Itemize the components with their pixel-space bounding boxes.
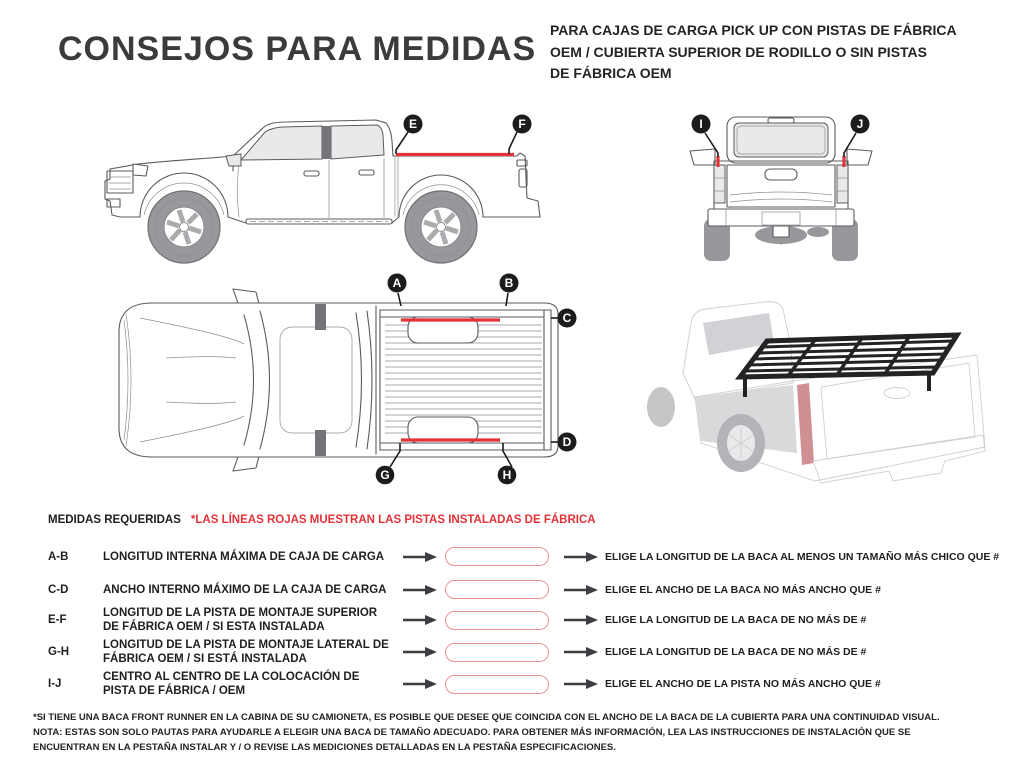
measurement-id: I-J xyxy=(48,678,62,690)
marker-h-label: H xyxy=(502,468,512,482)
truck-body-render xyxy=(647,302,985,483)
measurement-description: LONGITUD INTERNA MÁXIMA DE CAJA DE CARGA xyxy=(103,550,385,563)
subtitle-line: PARA CAJAS DE CARGA PICK UP CON PISTAS DE FÁBRICA xyxy=(550,22,957,38)
truck-rear-view-illustration xyxy=(670,105,900,265)
measurement-row xyxy=(48,576,1008,603)
tailgate xyxy=(821,363,975,459)
footnotes xyxy=(33,710,968,755)
rear-bumper xyxy=(708,209,854,226)
marker-j-label: J xyxy=(856,117,864,131)
measurement-id: G-H xyxy=(48,646,70,658)
footnote: *SI TIENE UNA BACA FRONT RUNNER EN LA CABINA DE SU CAMIONETA, ES POSIBLE QUE DESEE QUE COINCIDA CON EL ANCHO DE LA BACA DE LA CUBIERTA PARA UNA CONTINUIDAD VISUAL. xyxy=(33,712,940,723)
measurement-description: ANCHO INTERNO MÁXIMO DE LA CAJA DE CARGA xyxy=(103,583,387,596)
marker-c-label: C xyxy=(562,311,572,325)
truck-top-view-illustration xyxy=(110,270,580,485)
tail-light xyxy=(797,383,814,465)
measurement-instruction: ELIGE LA LONGITUD DE LA BACA AL MENOS UN TAMAÑO MÁS CHICO QUE # xyxy=(605,550,1000,563)
arrow-right-icon xyxy=(564,646,598,658)
measurement-value-field[interactable] xyxy=(445,547,549,566)
b-pillar xyxy=(315,304,326,330)
arrow-right-icon xyxy=(403,551,437,563)
red-lines-note: *LAS LÍNEAS ROJAS MUESTRAN LAS PISTAS INSTALADAS DE FÁBRICA xyxy=(190,514,596,526)
left-tail-light xyxy=(714,165,725,203)
truck-body xyxy=(690,117,872,245)
subtitle-line: OEM / CUBIERTA SUPERIOR DE RODILLO O SIN PISTAS xyxy=(550,43,927,60)
arrow-right-icon xyxy=(403,614,437,626)
measurement-value-field[interactable] xyxy=(445,643,549,662)
measurement-value-field[interactable] xyxy=(445,675,549,694)
marker-e-label: E xyxy=(408,117,418,131)
arrow-right-icon xyxy=(564,551,598,563)
measurement-id: A-B xyxy=(48,550,69,563)
brake-light xyxy=(768,118,794,123)
tow-hitch xyxy=(773,226,789,237)
door-handle xyxy=(359,170,374,175)
right-mirror xyxy=(847,149,872,165)
measurement-id: C-D xyxy=(48,583,69,596)
measurement-id: E-F xyxy=(48,614,67,626)
b-pillar xyxy=(315,430,326,456)
headlight xyxy=(133,164,148,176)
arrow-right-icon xyxy=(403,584,437,596)
marker-i-label: I xyxy=(699,117,703,131)
arrow-right-icon xyxy=(403,646,437,658)
marker-a-label: A xyxy=(392,276,402,290)
front-wheel xyxy=(148,191,220,263)
measurement-row xyxy=(48,605,1008,635)
arrow-right-icon xyxy=(564,614,598,626)
rear-door-window xyxy=(331,125,384,159)
measurements-heading-row xyxy=(48,514,596,526)
measurement-description: LONGITUD DE LA PISTA DE MONTAJE SUPERIOR DE FÁBRICA OEM / SI ESTA INSTALADA xyxy=(103,607,378,633)
marker-f xyxy=(509,115,532,155)
measurement-description: CENTRO AL CENTRO DE LA COLOCACIÓN DE PISTA DE FÁBRICA / OEM xyxy=(103,671,360,697)
rear-wheel xyxy=(717,414,765,472)
marker-b-label: B xyxy=(504,276,514,290)
measurements-list xyxy=(48,543,1008,699)
arrow-right-icon xyxy=(564,678,598,690)
truck-with-bed-rack-illustration xyxy=(645,295,1000,495)
door-handle xyxy=(304,171,319,176)
arrow-right-icon xyxy=(564,584,598,596)
footnote: NOTA: ESTAS SON SOLO PAUTAS PARA AYUDARLE A ELEGIR UNA BACA DE TAMAÑO ADECUADO. PARA OBTENER MÁS INFORMACIÓN, LEA LAS INSTRUCCIONES DE INSTALACIÓN QUE SE ENCUENTRAN EN LA PESTAÑA INSTALAR Y / O REVISE LAS MEDICIONES DETALLADAS EN LA PESTAÑA ESPECIFICACIONES. xyxy=(33,727,911,753)
left-mirror xyxy=(690,149,715,165)
marker-e xyxy=(396,115,423,155)
truck-body xyxy=(119,289,558,471)
measurement-description: LONGITUD DE LA PISTA DE MONTAJE LATERAL DE FÁBRICA OEM / SI ESTÁ INSTALADA xyxy=(103,639,389,665)
measurement-instruction: ELIGE EL ANCHO DE LA BACA NO MÁS ANCHO QUE # xyxy=(605,583,881,596)
subtitle-line: DE FÁBRICA OEM xyxy=(550,65,672,81)
page-subtitle xyxy=(550,20,980,85)
measurement-instruction: ELIGE LA LONGITUD DE LA BACA DE NO MÁS DE # xyxy=(605,646,867,658)
measurement-instruction: ELIGE LA LONGITUD DE LA BACA DE NO MÁS DE # xyxy=(605,614,867,626)
measurement-row xyxy=(48,543,1008,570)
b-pillar xyxy=(322,126,331,159)
measurement-row xyxy=(48,637,1008,667)
page-title: CONSEJOS PARA MEDIDAS xyxy=(58,30,537,68)
measurement-value-field[interactable] xyxy=(445,580,549,599)
marker-d-label: D xyxy=(562,435,572,449)
truck-side-view-illustration xyxy=(100,105,550,265)
rear-window xyxy=(734,123,828,157)
marker-f-label: F xyxy=(518,117,526,131)
marker-g-label: G xyxy=(380,468,390,482)
right-mirror xyxy=(233,456,259,471)
right-tail-light xyxy=(837,165,848,203)
measurement-value-field[interactable] xyxy=(445,611,549,630)
marker-b xyxy=(500,274,519,307)
arrow-right-icon xyxy=(403,678,437,690)
left-mirror xyxy=(233,289,259,304)
marker-a xyxy=(388,274,407,307)
measurement-instruction: ELIGE EL ANCHO DE LA PISTA NO MÁS ANCHO QUE # xyxy=(605,678,881,690)
measurements-heading: MEDIDAS REQUERIDAS xyxy=(48,514,181,526)
rear-wheel xyxy=(405,191,477,263)
side-mirror xyxy=(226,154,241,166)
measurement-row xyxy=(48,669,1008,699)
